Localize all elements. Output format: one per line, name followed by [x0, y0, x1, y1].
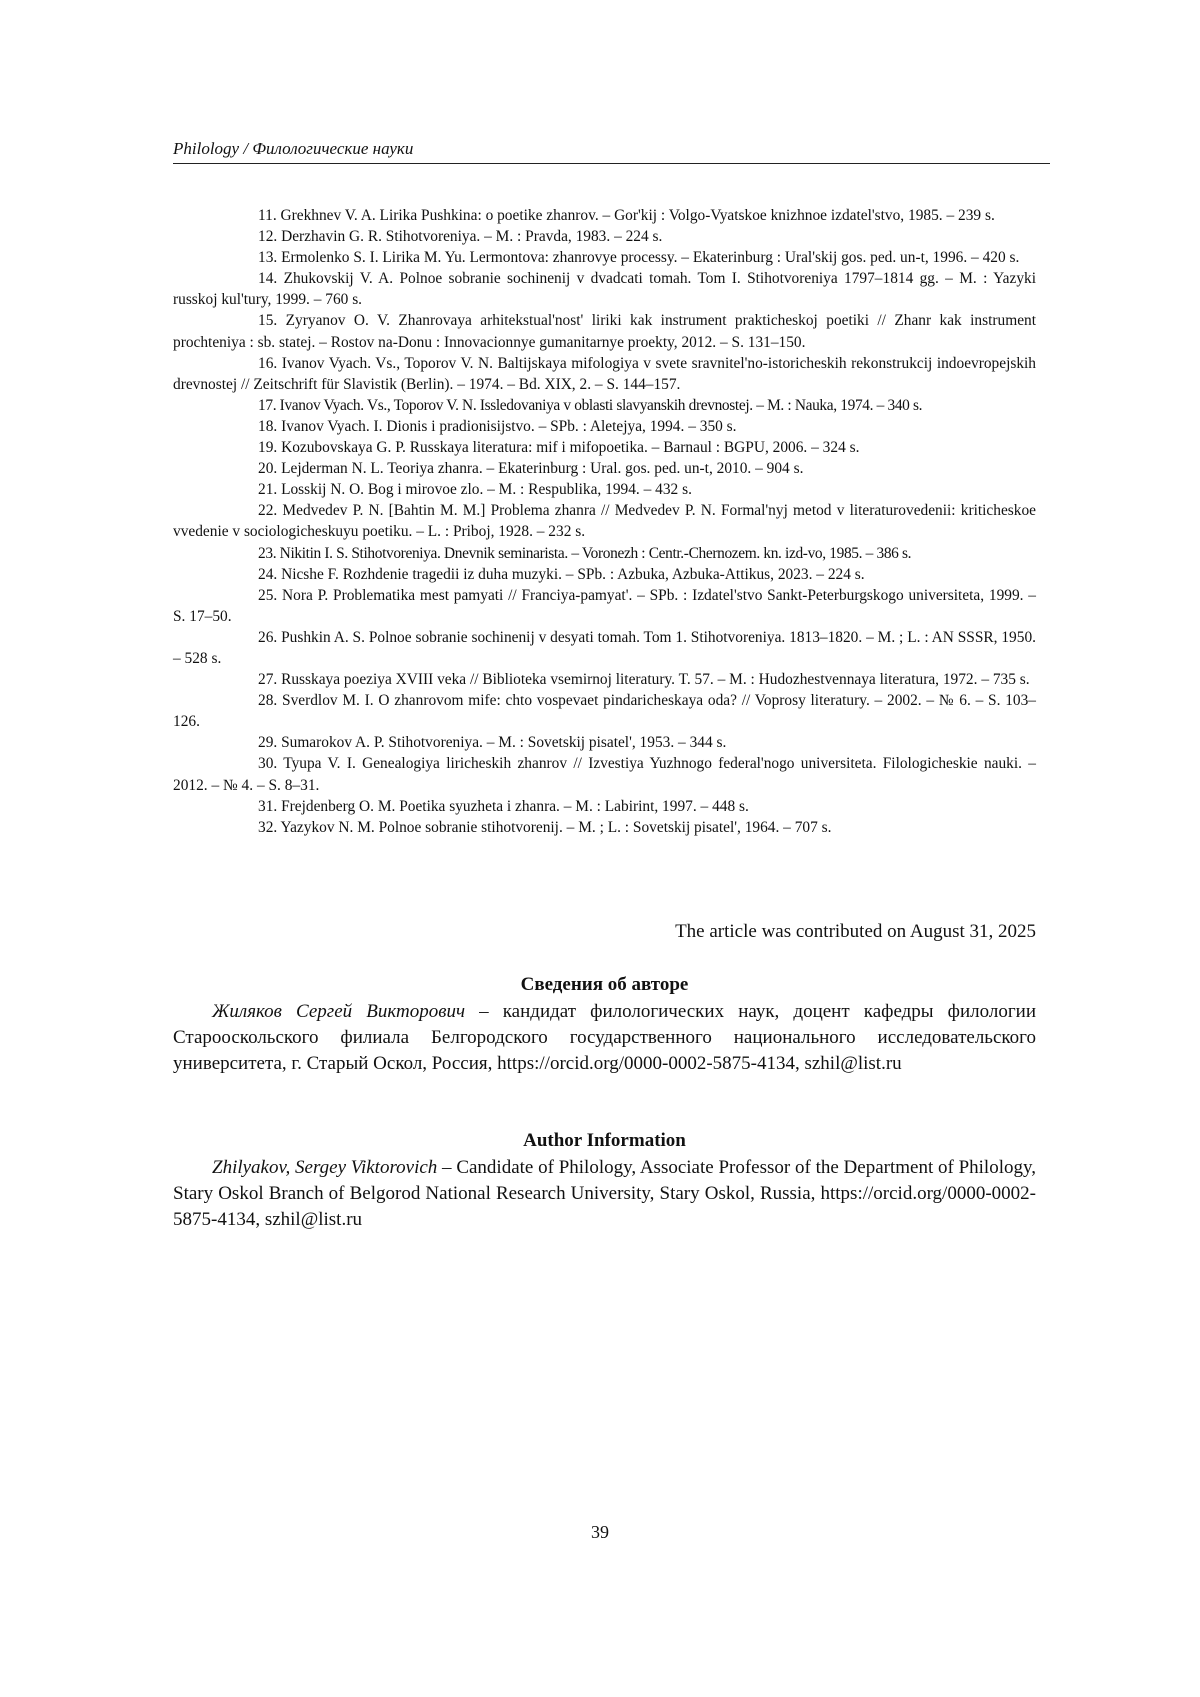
reference-item: 11. Grekhnev V. A. Lirika Pushkina: o poetike zhanrov. – Gor'kij : Volgo-Vyatskoe knizhnoe izdatel'stvo, 1985. – 239 s.	[258, 207, 995, 224]
reference-item: 22. Medvedev P. N. [Bahtin M. M.] Problema zhanra // Medvedev P. N. Formal'nyj metod v literaturovedenii: kriticheskoe vvedenie v sociologicheskuyu poetiku. – L. : Priboj, 1928. – 232 s.	[173, 502, 1036, 541]
author-info-russian	[173, 972, 1036, 1077]
reference-item: 24. Nicshe F. Rozhdenie tragedii iz duha muzyki. – SPb. : Azbuka, Azbuka-Attikus, 2023. – 224 s.	[258, 565, 865, 583]
page-number: 39	[591, 1522, 609, 1542]
reference-item: 23. Nikitin I. S. Stihotvoreniya. Dnevnik seminarista. – Voronezh : Centr.-Chernozem. kn. izd-vo, 1985. – 386 s.	[258, 544, 912, 562]
reference-item: 28. Sverdlov M. I. O zhanrovom mife: chto vospevaet pindaricheskaya oda? // Voprosy literatury. – 2002. – № 6. – S. 103–126.	[173, 692, 1036, 731]
reference-item: 21. Losskij N. O. Bog i mirovoe zlo. – M. : Respublika, 1994. – 432 s.	[258, 481, 692, 499]
reference-item: 29. Sumarokov A. P. Stihotvoreniya. – M. : Sovetskij pisatel', 1953. – 344 s.	[258, 734, 727, 752]
contributed-date: The article was contributed on August 31, 2025	[675, 921, 1036, 942]
reference-item: 16. Ivanov Vyach. Vs., Toporov V. N. Baltijskaya mifologiya v svete sravnitel'no-istoricheskih rekonstrukcij indoevropejskih drevnostej // Zeitschrift für Slavistik (Berlin). – 1974. – Bd. XIX, 2. – S. 144–157.	[173, 354, 1036, 393]
reference-item: 31. Frejdenberg O. M. Poetika syuzheta i zhanra. – M. : Labirint, 1997. – 448 s.	[258, 797, 749, 815]
author-name-english: Zhilyakov, Sergey Viktorovich	[212, 1157, 438, 1178]
author-details-russian: – кандидат филологических наук, доцент кафедры филологии Старооскольского филиала Белгородского государственного национального исследовательского университета, г. Старый Оскол, Россия, https://orcid.org/0000-0002-5875-4134, szhil@list.ru	[173, 1001, 1036, 1074]
reference-item: 13. Ermolenko S. I. Lirika M. Yu. Lermontova: zhanrovye processy. – Ekaterinburg : Ural'skij gos. ped. un-t, 1996. – 420 s.	[258, 249, 1020, 267]
reference-item: 17. Ivanov Vyach. Vs., Toporov V. N. Issledovaniya v oblasti slavyanskih drevnostej. – M. : Nauka, 1974. – 340 s.	[258, 396, 923, 414]
author-name-russian: Жиляков Сергей Викторович	[212, 1001, 466, 1022]
author-heading-english: Author Information	[523, 1130, 686, 1151]
author-info-english	[173, 1128, 1036, 1233]
reference-item: 30. Tyupa V. I. Genealogiya liricheskih zhanrov // Izvestiya Yuzhnogo federal'nogo universiteta. Filologicheskie nauki. – 2012. – № 4. – S. 8–31.	[173, 755, 1036, 794]
reference-item: 18. Ivanov Vyach. I. Dionis i pradionisijstvo. – SPb. : Aletejya, 1994. – 350 s.	[258, 417, 737, 435]
author-details-english: – Candidate of Philology, Associate Professor of the Department of Philology, Stary Oskol Branch of Belgorod National Research University, Stary Oskol, Russia, https://orcid.org/0000-0002-5875-4134, szhil@list.ru	[173, 1157, 1036, 1230]
reference-item: 12. Derzhavin G. R. Stihotvoreniya. – M. : Pravda, 1983. – 224 s.	[258, 228, 663, 246]
reference-item: 20. Lejderman N. L. Teoriya zhanra. – Ekaterinburg : Ural. gos. ped. un-t, 2010. – 904 s.	[258, 460, 804, 478]
running-header: Philology / Филологические науки	[173, 138, 1050, 164]
reference-item: 15. Zyryanov O. V. Zhanrovaya arhitekstual'nost' liriki kak instrument prakticheskoj poetiki // Zhanr kak instrument prochteniya : sb. statej. – Rostov na-Donu : Innovacionnye gumanitarnye proekty, 2012. – S. 131–150.	[173, 312, 1036, 351]
reference-item: 19. Kozubovskaya G. P. Russkaya literatura: mif i mifopoetika. – Barnaul : BGPU, 2006. – 324 s.	[258, 439, 860, 457]
reference-list	[173, 205, 1036, 838]
author-description-russian	[173, 999, 1036, 1077]
reference-item: 26. Pushkin A. S. Polnoe sobranie sochinenij v desyati tomah. Tom 1. Stihotvoreniya. 1813–1820. – M. ; L. : AN SSSR, 1950. – 528 s.	[173, 628, 1036, 667]
reference-item: 32. Yazykov N. M. Polnoe sobranie stihotvorenij. – M. ; L. : Sovetskij pisatel', 1964. – 707 s.	[258, 818, 832, 836]
author-description-english	[173, 1155, 1036, 1233]
reference-item: 27. Russkaya poeziya XVIII veka // Biblioteka vsemirnoj literatury. T. 57. – M. : Hudozhestvennaya literatura, 1972. – 735 s.	[258, 671, 1030, 689]
reference-item: 14. Zhukovskij V. A. Polnoe sobranie sochinenij v dvadcati tomah. Tom I. Stihotvoreniya 1797–1814 gg. – M. : Yazyki russkoj kul'tury, 1999. – 760 s.	[173, 270, 1036, 309]
author-heading-russian: Сведения об авторе	[520, 974, 689, 995]
reference-item: 25. Nora P. Problematika mest pamyati // Franciya-pamyat'. – SPb. : Izdatel'stvo Sankt-Peterburgskogo universiteta, 1999. – S. 17–50.	[173, 586, 1036, 625]
